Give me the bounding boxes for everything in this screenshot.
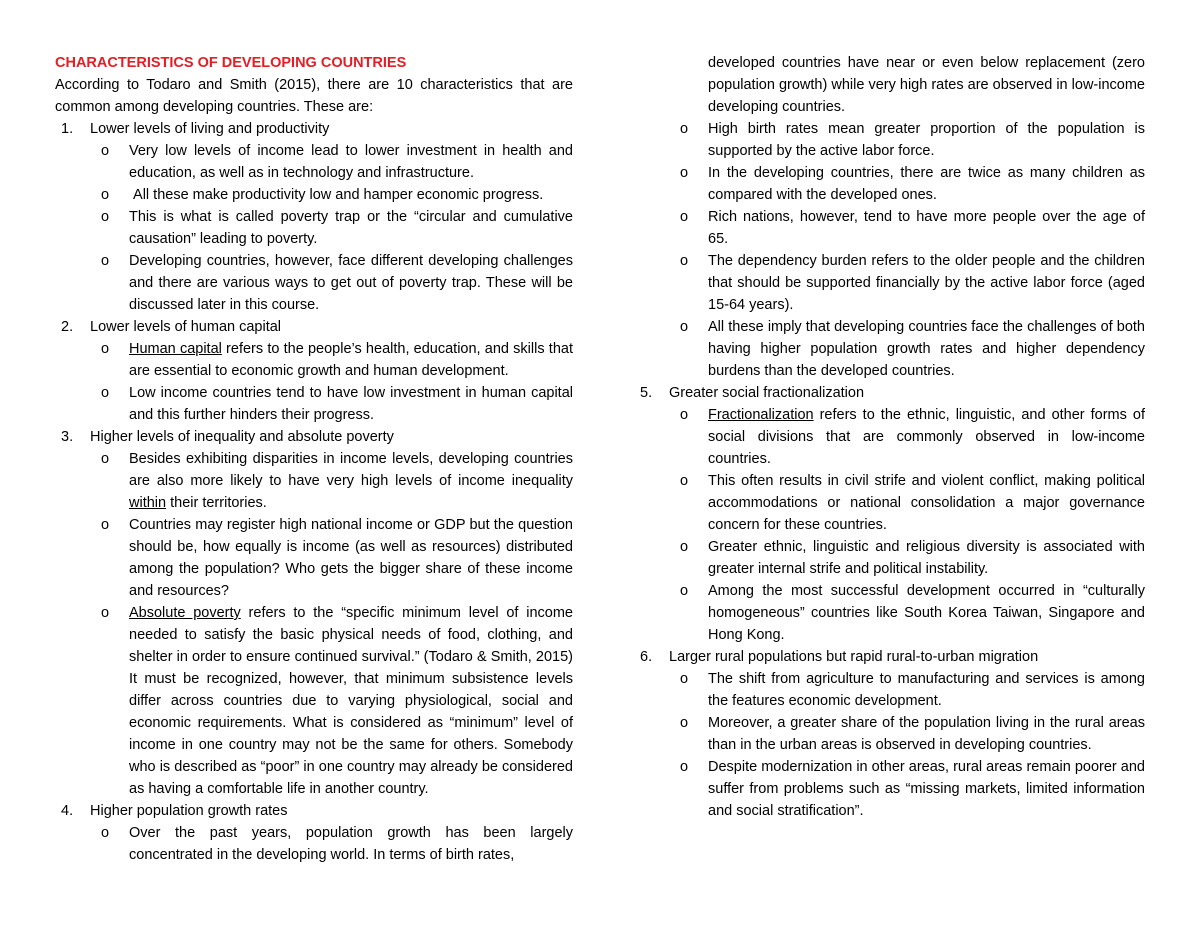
bullet-marker: o — [680, 759, 689, 775]
underlined-term: within — [129, 495, 167, 511]
bullet-item — [634, 470, 1145, 536]
bullet-item — [634, 756, 1145, 822]
bullet-item — [55, 184, 573, 206]
bullet-item — [55, 822, 573, 866]
bullet-text: Over the past years, population growth has been largely concentrated in the developing world. In terms of birth rates, — [129, 825, 573, 863]
item-heading: Larger rural populations but rapid rural-to-urban migration — [669, 649, 1039, 665]
bullet-text-rest: refers to the ethnic, linguistic, and other forms of social divisions that are commonly observed in low-income countries. — [708, 407, 1145, 467]
bullet-item — [55, 206, 573, 250]
bullet-text: Among the most successful development occurred in “culturally homogeneous” countries like South Korea Taiwan, Singapore and Hong Kong. — [708, 583, 1145, 643]
bullet-text — [708, 404, 1145, 470]
bullet-text-post: their territories. — [166, 495, 267, 511]
bullet-marker: o — [680, 539, 689, 555]
item-number: 1. — [61, 121, 74, 137]
list-item — [634, 382, 1145, 404]
item-heading: Higher levels of inequality and absolute poverty — [90, 429, 394, 445]
bullet-item — [634, 316, 1145, 382]
bullet-text — [129, 338, 573, 382]
bullet-text: All these imply that developing countries face the challenges of both having higher population growth rates and higher dependency burdens than the developed countries. — [708, 319, 1145, 379]
item-heading: Greater social fractionalization — [669, 385, 865, 401]
bullet-item — [55, 140, 573, 184]
bullet-text — [129, 448, 573, 514]
underlined-term: Absolute poverty — [129, 605, 241, 621]
bullet-item — [55, 514, 573, 602]
list-item — [634, 646, 1145, 668]
bullet-marker: o — [101, 253, 110, 269]
item-number: 3. — [61, 429, 74, 445]
bullet-text: This is what is called poverty trap or the “circular and cumulative causation” leading to poverty. — [129, 209, 573, 247]
left-column — [55, 52, 573, 866]
bullet-item — [634, 250, 1145, 316]
bullet-text: Despite modernization in other areas, rural areas remain poorer and suffer from problems such as “missing markets, limited information and social stratification”. — [708, 759, 1145, 819]
bullet-item — [634, 580, 1145, 646]
bullet-marker: o — [101, 187, 110, 203]
bullet-item — [55, 602, 573, 800]
bullet-text: The dependency burden refers to the older people and the children that should be supported financially by the active labor force (aged 15-64 years). — [708, 253, 1145, 313]
bullet-marker: o — [680, 583, 689, 599]
intro-paragraph: According to Todaro and Smith (2015), there are 10 characteristics that are common among developing countries. These are: — [55, 77, 573, 115]
item-number: 6. — [640, 649, 653, 665]
bullet-text: Very low levels of income lead to lower investment in health and education, as well as in technology and infrastructure. — [129, 143, 573, 181]
bullet-item — [634, 668, 1145, 712]
bullet-marker: o — [680, 407, 689, 423]
bullet-item — [55, 338, 573, 382]
bullet-text: Countries may register high national income or GDP but the question should be, how equally is income (as well as resources) distributed among the population? Who gets the bigger share of these income and resources? — [129, 517, 573, 599]
document-title: CHARACTERISTICS OF DEVELOPING COUNTRIES — [55, 55, 407, 71]
item-heading: Lower levels of living and productivity — [90, 121, 330, 137]
bullet-item — [634, 162, 1145, 206]
bullet-marker: o — [101, 605, 110, 621]
bullet-text-rest: refers to the people’s health, education, and skills that are essential to economic growth and human development. — [129, 341, 573, 379]
bullet-text: In the developing countries, there are twice as many children as compared with the developed ones. — [708, 165, 1145, 203]
item-heading: Higher population growth rates — [90, 803, 288, 819]
bullet-text: Rich nations, however, tend to have more people over the age of 65. — [708, 209, 1145, 247]
bullet-item — [55, 448, 573, 514]
bullet-marker: o — [101, 825, 110, 841]
item-heading: Lower levels of human capital — [90, 319, 282, 335]
underlined-term: Human capital — [129, 341, 222, 357]
item-number: 2. — [61, 319, 74, 335]
bullet-text-rest: refers to the “specific minimum level of income needed to satisfy the basic physical needs of food, clothing, and shelter in order to ensure continued survival.” (Todaro & Smith, 2015) It must be recognized, however, that minimum subsistence levels differ across countries due to varying physiological, social and economic requirements. What is considered as “minimum” level of income in one country may not be the same for others. Somebody who is described as “poor” in one country may already be considered as having a comfortable life in another country. — [129, 605, 573, 797]
bullet-text: This often results in civil strife and violent conflict, making political accommodations or national consolidation a major governance concern for these countries. — [708, 473, 1145, 533]
list-item — [55, 118, 573, 140]
bullet-item — [634, 404, 1145, 470]
bullet-marker: o — [680, 253, 689, 269]
bullet-marker: o — [680, 715, 689, 731]
bullet-item — [634, 712, 1145, 756]
bullet-item — [634, 536, 1145, 580]
bullet-marker: o — [680, 473, 689, 489]
list-item — [55, 316, 573, 338]
bullet-item — [55, 382, 573, 426]
bullet-marker: o — [101, 209, 110, 225]
bullet-marker: o — [101, 143, 110, 159]
bullet-item — [634, 118, 1145, 162]
bullet-marker: o — [101, 517, 110, 533]
bullet-marker: o — [101, 341, 110, 357]
bullet-text: developed countries have near or even below replacement (zero population growth) while very high rates are observed in low-income developing countries. — [708, 55, 1145, 115]
bullet-marker: o — [680, 671, 689, 687]
bullet-marker: o — [680, 165, 689, 181]
right-column — [634, 52, 1145, 822]
bullet-marker: o — [680, 121, 689, 137]
bullet-item — [55, 250, 573, 316]
bullet-text: High birth rates mean greater proportion of the population is supported by the active labor force. — [708, 121, 1145, 159]
list-item — [55, 426, 573, 448]
bullet-marker: o — [680, 209, 689, 225]
bullet-marker: o — [101, 385, 110, 401]
bullet-text: Moreover, a greater share of the population living in the rural areas than in the urban areas is observed in developing countries. — [708, 715, 1145, 753]
bullet-text-pre: Besides exhibiting disparities in income levels, developing countries are also more likely to have very high levels of income inequality — [129, 451, 573, 489]
bullet-item — [634, 206, 1145, 250]
underlined-term: Fractionalization — [708, 407, 814, 423]
bullet-text: Developing countries, however, face different developing challenges and there are various ways to get out of poverty trap. These will be discussed later in this course. — [129, 253, 573, 313]
item-number: 5. — [640, 385, 653, 401]
bullet-text: Low income countries tend to have low investment in human capital and this further hinders their progress. — [129, 385, 573, 423]
bullet-text: All these make productivity low and hamper economic progress. — [129, 187, 544, 203]
bullet-marker: o — [680, 319, 689, 335]
bullet-text — [129, 602, 573, 800]
item-number: 4. — [61, 803, 74, 819]
bullet-text: The shift from agriculture to manufacturing and services is among the features economic development. — [708, 671, 1145, 709]
list-item — [55, 800, 573, 822]
bullet-marker: o — [101, 451, 110, 467]
bullet-text: Greater ethnic, linguistic and religious diversity is associated with greater internal strife and political instability. — [708, 539, 1145, 577]
bullet-continuation — [634, 52, 1145, 118]
